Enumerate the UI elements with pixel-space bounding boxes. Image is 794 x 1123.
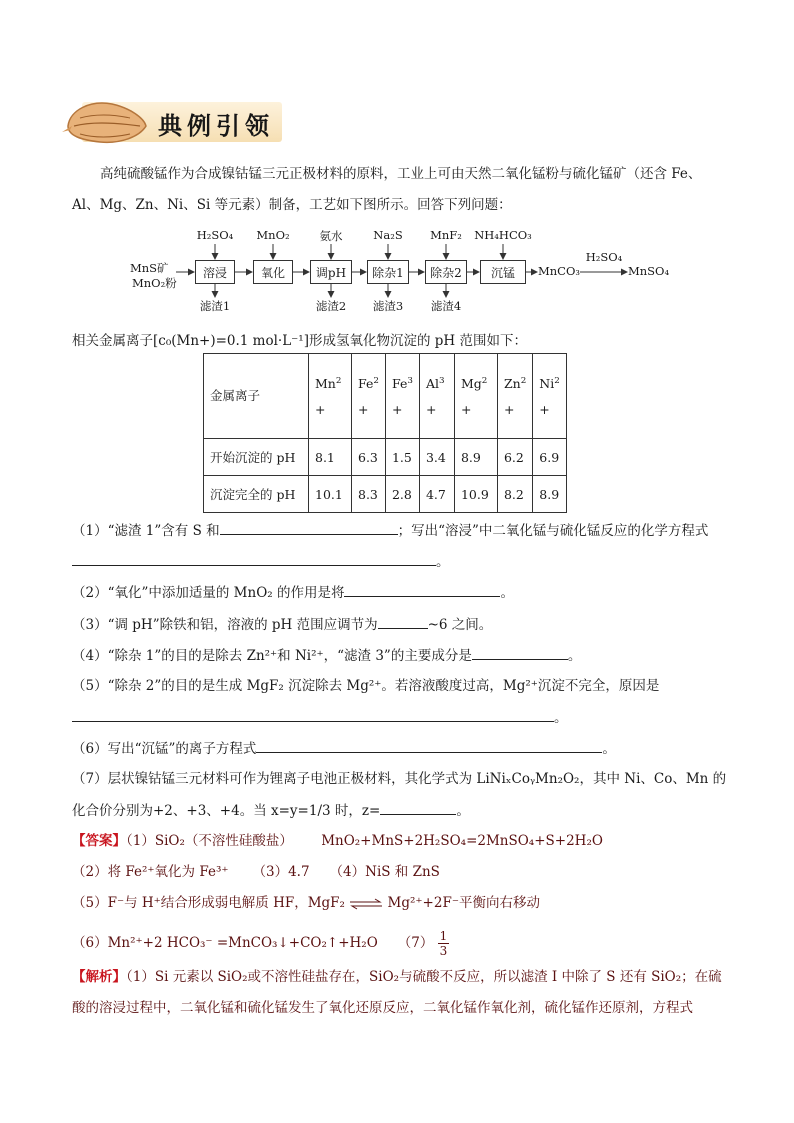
step-adjust-ph: 调pH xyxy=(310,260,352,284)
analysis-tag: 【解析】 xyxy=(72,969,126,985)
question-1-continued: 。 xyxy=(72,551,732,572)
reagent-nh4hco3: NH₄HCO₃ xyxy=(474,228,532,242)
answer-blank[interactable] xyxy=(380,800,456,815)
answer-blank[interactable] xyxy=(472,645,568,660)
answer-blank[interactable] xyxy=(72,551,436,566)
answer-line-2: （2）将 Fe²⁺氧化为 Fe³⁺ （3）4.7 （4）NiS 和 ZnS xyxy=(72,864,440,880)
banner-title: 典例引领 xyxy=(158,112,274,140)
reagent-mno2: MnO₂ xyxy=(256,228,290,242)
step-impurity-removal-2: 除杂2 xyxy=(425,260,467,284)
table-cell: 8.2 xyxy=(497,476,532,513)
table-cell: 2.8 xyxy=(385,476,419,513)
reagent-h2so4-final: H₂SO₄ xyxy=(585,250,623,264)
question-1: （1）“滤渣 1”含有 S 和 ；写出“溶浸”中二氧化锰与硫化锰反应的化学方程式 xyxy=(72,520,732,541)
question-7: （7）层状镍钴锰三元材料可作为锂离子电池正极材料，其化学式为 LiNiₓCoᵧMn₂O₂，其中 Ni、Co、Mn 的 xyxy=(72,771,727,787)
answer-line-6: （6）Mn²⁺+2 HCO₃⁻ =MnCO₃↓+CO₂↑+H₂O （7） $\frac{1}{3}$ xyxy=(72,929,448,958)
table-cell: 10.1 xyxy=(309,476,352,513)
answer-blank[interactable] xyxy=(344,582,500,597)
ion-cell: $Ni^2$ + xyxy=(533,354,567,439)
product-mnco3: MnCO₃ xyxy=(538,264,581,278)
residue-4: 滤渣4 xyxy=(430,299,462,313)
table-intro: 相关金属离子[c₀(Mn+)=0.1 mol·L⁻¹]形成氢氧化物沉淀的 pH 范围如下： xyxy=(72,333,527,349)
fraction-one-third: $\frac{1}{3}$ xyxy=(439,929,448,958)
question-4: （4）“除杂 1”的目的是除去 Zn²⁺和 Ni²⁺，“滤渣 3”的主要成分是 。 xyxy=(72,645,732,666)
reagent-ammonia: 氨水 xyxy=(319,229,343,243)
step-leaching: 溶浸 xyxy=(195,260,235,284)
question-5-continued: 。 xyxy=(72,707,732,728)
analysis-line-1: 【解析】（1）Si 元素以 SiO₂或不溶性硅盐存在，SiO₂与硫酸不反应，所以滤渣 I 中除了 S 还有 SiO₂；在硫 xyxy=(72,969,722,985)
row-label: 开始沉淀的 pH xyxy=(204,439,309,476)
table-header-row xyxy=(204,354,567,439)
answer-blank[interactable] xyxy=(220,520,398,535)
answer-blank[interactable] xyxy=(256,738,602,753)
intro-line-1: 高纯硫酸锰作为合成镍钴锰三元正极材料的原料，工业上可由天然二氧化锰粉与硫化锰矿（还含 Fe、 xyxy=(100,166,702,182)
flow-arrows xyxy=(128,224,688,324)
table-cell: 8.9 xyxy=(533,476,567,513)
table-cell: 4.7 xyxy=(419,476,454,513)
question-2: （2）“氧化”中添加适量的 MnO₂ 的作用是将 。 xyxy=(72,582,732,603)
table-cell: 8.1 xyxy=(309,439,352,476)
residue-3: 滤渣3 xyxy=(372,299,404,313)
ion-cell: $Fe^3$ + xyxy=(385,354,419,439)
reagent-na2s: Na₂S xyxy=(373,228,403,242)
question-3: （3）“调 pH”除铁和铝，溶液的 pH 范围应调节为 ~6 之间。 xyxy=(72,614,732,635)
ion-cell: $Zn^2$ + xyxy=(497,354,532,439)
analysis-line-2: 酸的溶浸过程中，二氧化锰和硫化锰发生了氧化还原反应，二氧化锰作氧化剂，硫化锰作还原剂，方程式 xyxy=(72,1000,693,1016)
table-row xyxy=(204,476,567,513)
intro-line-2: Al、Mg、Zn、Ni、Si 等元素）制备，工艺如下图所示。回答下列问题： xyxy=(72,197,512,213)
row-label: 沉淀完全的 pH xyxy=(204,476,309,513)
ion-cell: $Al^3$ + xyxy=(419,354,454,439)
product-mnso4: MnSO₄ xyxy=(628,264,670,278)
answer-line-1: 【答案】（1）SiO₂（不溶性硅酸盐） MnO₂+MnS+2H₂SO₄=2MnSO₄+S+2H₂O xyxy=(72,833,603,849)
ion-cell: $Fe^2$ + xyxy=(352,354,386,439)
step-oxidation: 氧化 xyxy=(253,260,293,284)
answer-blank[interactable] xyxy=(378,614,428,629)
step-mn-precipitation: 沉锰 xyxy=(480,260,526,284)
question-5: （5）“除杂 2”的目的是生成 MgF₂ 沉淀除去 Mg²⁺。若溶液酸度过高，Mg²⁺沉淀不完全，原因是 xyxy=(72,678,660,694)
header-label: 金属离子 xyxy=(204,354,309,439)
reagent-h2so4: H₂SO₄ xyxy=(196,228,234,242)
ion-cell: $Mg^2$ + xyxy=(454,354,497,439)
table-cell: 8.9 xyxy=(454,439,497,476)
residue-2: 滤渣2 xyxy=(315,299,347,313)
process-flow-diagram xyxy=(128,224,688,324)
residue-1: 滤渣1 xyxy=(199,299,231,313)
answer-tag: 【答案】 xyxy=(72,833,126,849)
equilibrium-arrow-icon xyxy=(349,898,383,910)
answer-blank[interactable] xyxy=(72,707,554,722)
reagent-mnf2: MnF₂ xyxy=(430,228,462,242)
question-7-continued: 化合价分别为+2、+3、+4。当 x=y=1/3 时，z= 。 xyxy=(72,800,732,821)
ph-range-table xyxy=(203,353,567,513)
ion-cell: $Mn^2$ + xyxy=(309,354,352,439)
table-cell: 6.2 xyxy=(497,439,532,476)
section-banner xyxy=(60,96,286,150)
table-cell: 3.4 xyxy=(419,439,454,476)
table-row xyxy=(204,439,567,476)
input-mno2-powder: MnO₂粉 xyxy=(132,276,177,290)
conch-shell-icon xyxy=(60,96,150,150)
table-cell: 6.9 xyxy=(533,439,567,476)
table-cell: 10.9 xyxy=(454,476,497,513)
answer-line-5: （5）F⁻与 H⁺结合形成弱电解质 HF，MgF₂ Mg²⁺+2F⁻平衡向右移动 xyxy=(72,895,540,911)
step-impurity-removal-1: 除杂1 xyxy=(367,260,409,284)
table-cell: 6.3 xyxy=(352,439,386,476)
question-6: （6）写出“沉锰”的离子方程式 。 xyxy=(72,738,732,759)
table-cell: 1.5 xyxy=(385,439,419,476)
input-mns-ore: MnS矿 xyxy=(130,261,169,275)
table-cell: 8.3 xyxy=(352,476,386,513)
